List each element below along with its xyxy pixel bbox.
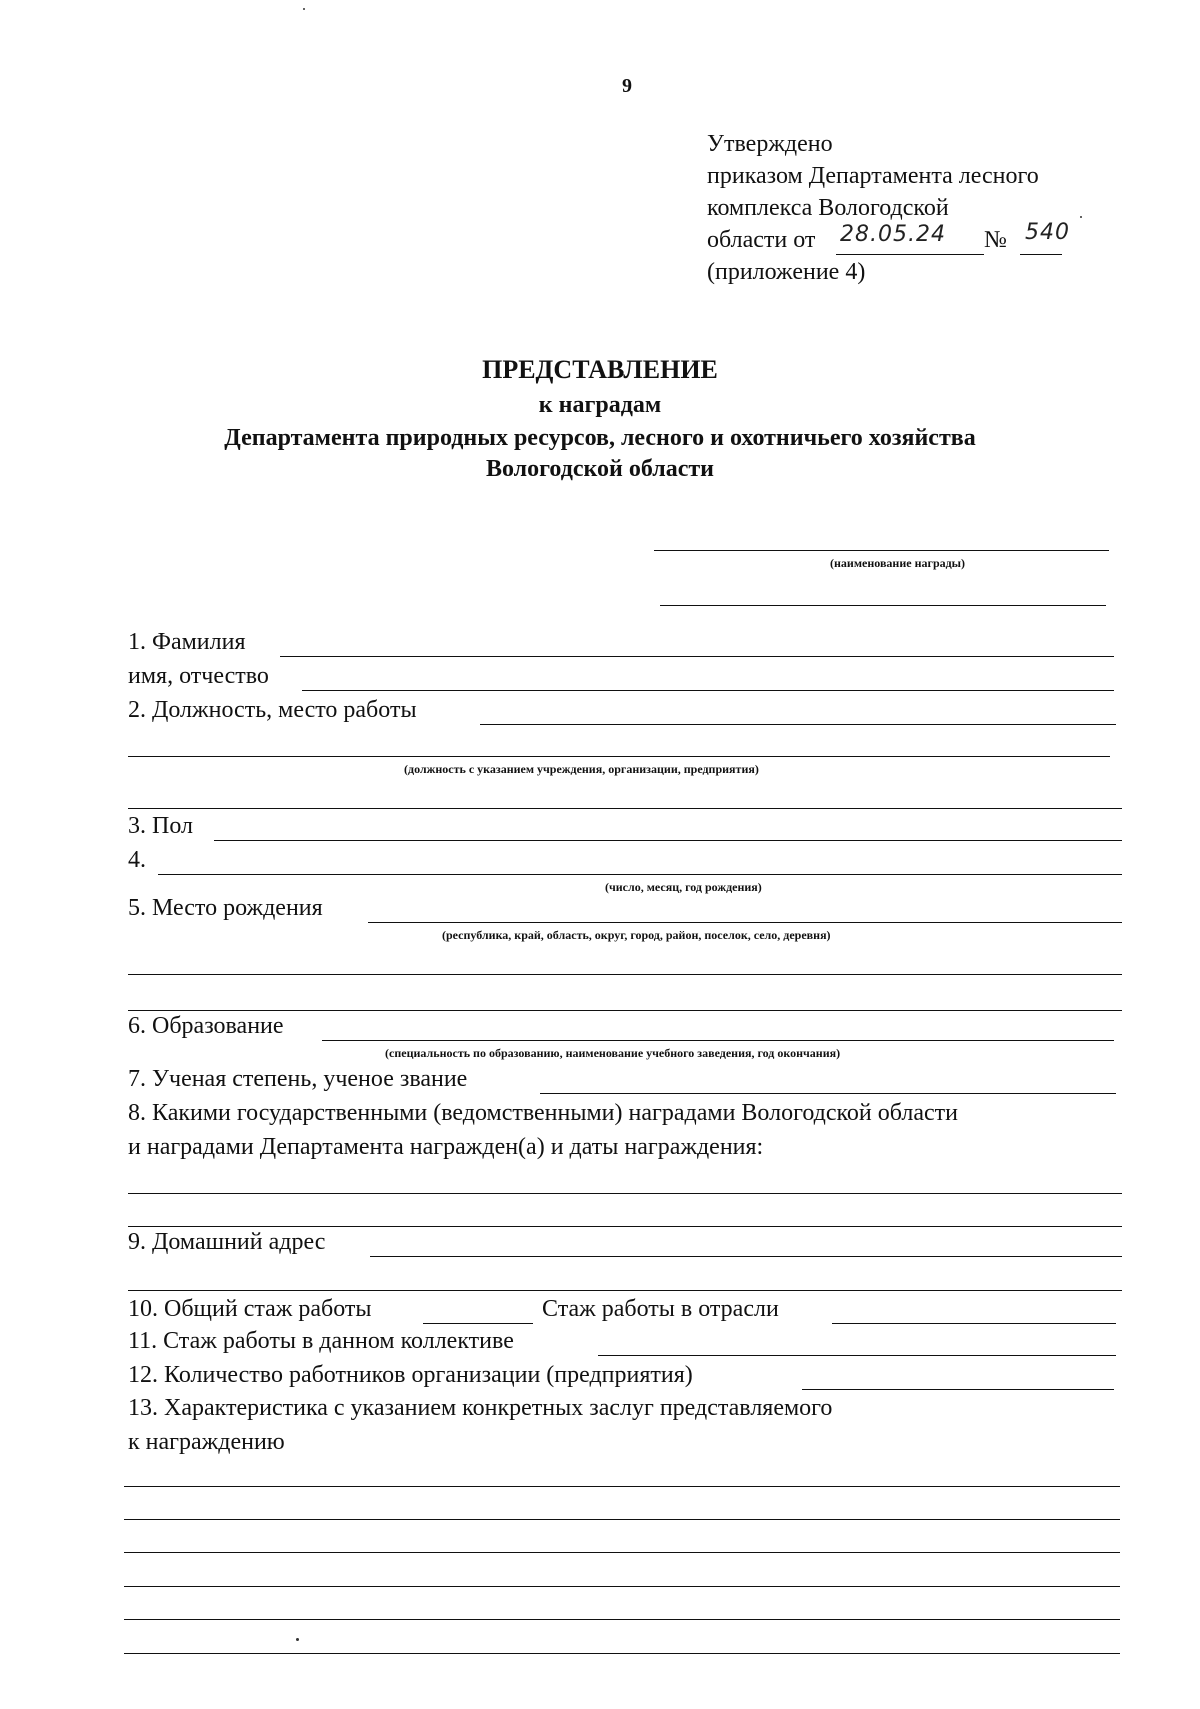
award-name-line-2[interactable] xyxy=(660,605,1106,606)
field-11-label: 11. Стаж работы в данном коллективе xyxy=(128,1328,514,1354)
field-1b-line[interactable] xyxy=(302,690,1114,691)
field-1-line[interactable] xyxy=(280,656,1114,657)
approval-number-sign: № xyxy=(984,227,1007,253)
field-4-label: 4. xyxy=(128,847,146,873)
field-5-caption: (республика, край, область, округ, город, район, поселок, село, деревня) xyxy=(442,928,831,942)
field-13-line-5[interactable] xyxy=(124,1619,1120,1620)
field-10-label-b: Стаж работы в отрасли xyxy=(542,1296,779,1322)
field-11-line[interactable] xyxy=(598,1355,1116,1356)
field-5-line-3[interactable] xyxy=(128,1010,1122,1011)
field-3-line[interactable] xyxy=(214,840,1122,841)
field-1-label: 1. Фамилия xyxy=(128,629,246,655)
award-name-line[interactable] xyxy=(654,550,1109,551)
approval-line-5: (приложение 4) xyxy=(707,259,866,285)
approval-line-4-prefix: области от xyxy=(707,227,816,253)
field-13-line-1[interactable] xyxy=(124,1486,1120,1487)
field-9-line[interactable] xyxy=(370,1256,1122,1257)
scan-speck xyxy=(296,1638,299,1641)
award-name-caption: (наименование награды) xyxy=(830,556,966,570)
approval-number-handwritten: 540 xyxy=(1025,220,1070,245)
page-number: 9 xyxy=(622,75,632,97)
field-2-line-3[interactable] xyxy=(128,808,1122,809)
approval-number-line xyxy=(1020,254,1062,255)
approval-line-2: приказом Департамента лесного xyxy=(707,163,1039,189)
field-5-label: 5. Место рождения xyxy=(128,895,323,921)
field-8-label-2: и наградами Департамента награжден(а) и даты награждения: xyxy=(128,1134,764,1160)
field-2-line-2[interactable] xyxy=(128,756,1110,757)
approval-date-handwritten: 28.05.24 xyxy=(840,222,946,247)
field-6-caption: (специальность по образованию, наименование учебного заведения, год окончания) xyxy=(385,1046,841,1060)
field-7-label: 7. Ученая степень, ученое звание xyxy=(128,1066,468,1092)
field-13-label-2: к награждению xyxy=(128,1429,285,1455)
field-12-line[interactable] xyxy=(802,1389,1114,1390)
field-8-line-2[interactable] xyxy=(128,1226,1122,1227)
field-3-label: 3. Пол xyxy=(128,813,193,839)
field-10-label-a: 10. Общий стаж работы xyxy=(128,1296,372,1322)
field-1b-label: имя, отчество xyxy=(128,663,269,689)
document-title: ПРЕДСТАВЛЕНИЕ xyxy=(482,355,718,384)
document-subtitle-1: к наградам xyxy=(538,392,662,418)
field-5-line-2[interactable] xyxy=(128,974,1122,975)
scan-speck xyxy=(1080,216,1082,218)
document-subtitle-3: Вологодской области xyxy=(485,456,715,482)
field-13-line-6[interactable] xyxy=(124,1653,1120,1654)
field-9-line-2[interactable] xyxy=(128,1290,1122,1291)
document-subtitle-2: Департамента природных ресурсов, лесного и охотничьего хозяйства xyxy=(224,425,976,451)
field-4-caption: (число, месяц, год рождения) xyxy=(605,880,762,894)
field-2-line[interactable] xyxy=(480,724,1116,725)
field-4-line[interactable] xyxy=(158,874,1122,875)
field-13-line-4[interactable] xyxy=(124,1586,1120,1587)
field-13-line-2[interactable] xyxy=(124,1519,1120,1520)
scan-speck xyxy=(303,8,305,10)
approval-date-line xyxy=(836,254,984,255)
field-7-line[interactable] xyxy=(540,1093,1116,1094)
field-13-line-3[interactable] xyxy=(124,1552,1120,1553)
field-8-label-1: 8. Какими государственными (ведомственными) наградами Вологодской области xyxy=(128,1100,959,1126)
field-6-line[interactable] xyxy=(322,1040,1114,1041)
approval-line-3: комплекса Вологодской xyxy=(707,195,949,221)
field-12-label: 12. Количество работников организации (предприятия) xyxy=(128,1362,693,1388)
field-9-label: 9. Домашний адрес xyxy=(128,1229,326,1255)
field-8-line-1[interactable] xyxy=(128,1193,1122,1194)
field-13-label-1: 13. Характеристика с указанием конкретных заслуг представляемого xyxy=(128,1395,833,1421)
field-6-label: 6. Образование xyxy=(128,1013,284,1039)
field-2-label: 2. Должность, место работы xyxy=(128,697,417,723)
approval-line-1: Утверждено xyxy=(707,131,833,157)
field-10-line-b[interactable] xyxy=(832,1323,1116,1324)
field-2-caption: (должность с указанием учреждения, организации, предприятия) xyxy=(404,762,759,776)
field-10-line-a[interactable] xyxy=(423,1323,533,1324)
field-5-line[interactable] xyxy=(368,922,1122,923)
